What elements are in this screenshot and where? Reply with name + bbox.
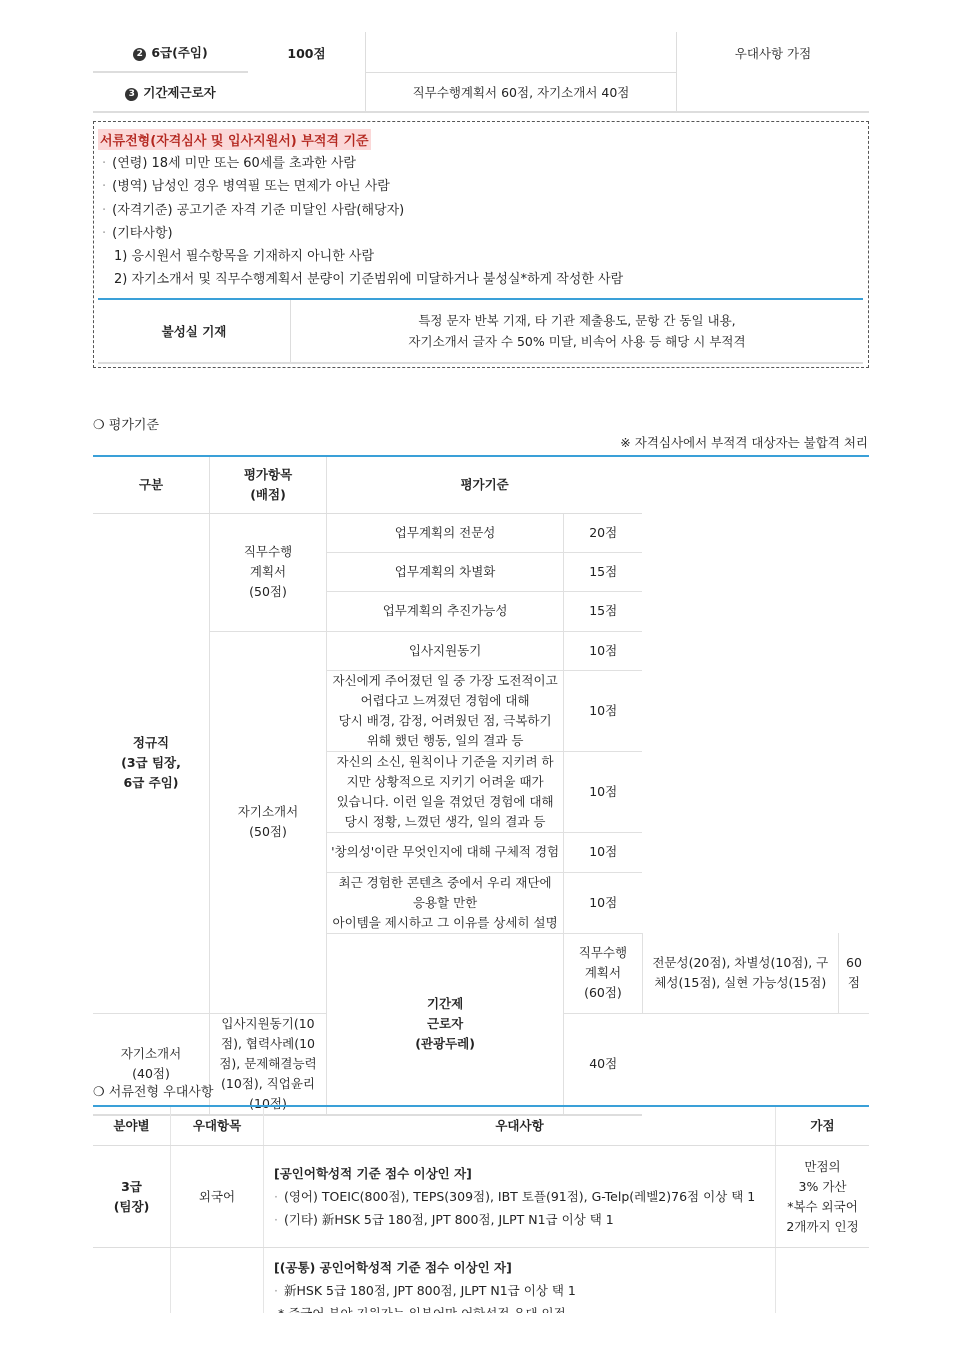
temp-cell: 3 기간제근로자 [93, 72, 248, 112]
table-cell: 10점 [564, 631, 643, 670]
eval-heading: ❍ 평가기준 [93, 418, 160, 433]
temp-intro: 자기소개서 (40점) [93, 1013, 210, 1115]
insincere-table [98, 298, 863, 364]
header-criteria: 평가기준 [327, 456, 643, 513]
eval-table [93, 455, 869, 1116]
list-item: · (기타사항) [102, 225, 173, 241]
table-cell: 업무계획의 추진가능성 [327, 591, 564, 631]
empty-cell [366, 32, 677, 72]
table-cell: 전문성(20점), 차별성(10점), 구체성(15점), 실현 가능성(15점) [642, 933, 838, 1013]
list-item: 1) 응시원서 필수항목을 기재하지 아니한 사람 [114, 249, 375, 265]
list-item: · (병역) 남성인 경우 병역필 또는 면제가 아닌 사람 [102, 179, 390, 195]
list-item: 2) 자기소개서 및 직무수행계획서 분량이 기준범위에 미달하거나 불성실*하게 작성한 사람 [114, 272, 624, 288]
table-cell: 40점 [564, 1013, 643, 1115]
table-cell: 업무계획의 전문성 [327, 513, 564, 552]
table-cell: 최근 경험한 콘텐츠 중에서 우리 재단에 응용할 만한 아이템을 제시하고 그 이유를 상세히 설명 [327, 872, 564, 933]
header-pref-detail: 우대사항 [264, 1106, 776, 1146]
table-cell: '창의성'이란 무엇인지에 대해 구체적 경험 [327, 832, 564, 872]
rank6-cell: 2 6급(주임) [93, 32, 248, 72]
table-cell: 15점 [564, 552, 643, 591]
number-badge-icon: 2 [133, 48, 146, 61]
insincere-desc: 특정 문자 반복 기재, 타 기관 제출용도, 문항 간 동일 내용, 자기소개서 글자 수 50% 미달, 비속어 사용 등 해당 시 부적격 [291, 299, 864, 363]
table-cell: 20점 [564, 513, 643, 552]
pref-bonus-cell: 만점의 3% 가산 *복수 외국어 2개까지 인정 [776, 1146, 870, 1248]
insincere-label: 불성실 기재 [98, 299, 291, 363]
table-cell: 15점 [564, 591, 643, 631]
list-item: · (자격기준) 공고기준 자격 기준 미달인 사람(해당자) [102, 202, 405, 218]
pref-item-cell: 외국어 [171, 1146, 264, 1248]
score-cell: 100점 [248, 32, 366, 112]
table-cell: 10점 [564, 670, 643, 751]
pref-detail-cell: [공인어학성적 기준 점수 이상인 자] · (영어) TOEIC(800점), TEPS(309점), IBT 토플(91점), G-Telp(레벨2)76점 이상 택 1 · (기타) 新HSK 5급 180점, JPT 800점, JLPT N1급 이상 택 1 [264, 1146, 776, 1248]
pref-heading: ❍ 서류전형 우대사항 [93, 1085, 214, 1100]
eval-note: ※ 자격심사에서 부적격 대상자는 불합격 처리 [620, 435, 868, 450]
regular-category: 정규직 (3급 팀장, 6급 주임) [93, 513, 210, 1013]
pref-detail-cell: [(공통) 공인어학성적 기준 점수 이상인 자] · 新HSK 5급 180점, JPT 800점, JLPT N1급 이상 택 1 [264, 1248, 776, 1328]
disqualification-list [102, 152, 623, 292]
table-cell: 10점 [564, 751, 643, 832]
regular-intro: 자기소개서 (50점) [210, 631, 327, 1013]
pref-table [93, 1105, 869, 1328]
table-cell: 업무계획의 차별화 [327, 552, 564, 591]
top-table [93, 32, 869, 113]
header-category: 구분 [93, 456, 210, 513]
table-cell: 자신에게 주어졌던 일 중 가장 도전적이고 어렵다고 느껴졌던 경험에 대해 당시 배경, 감정, 어려웠던 점, 극복하기 위해 했던 행동, 일의 결과 등 [327, 670, 564, 751]
table-cell: 10점 [564, 832, 643, 872]
header-field: 분야별 [93, 1106, 171, 1146]
temp-plan: 직무수행 계획서 (60점) [564, 933, 643, 1013]
number-badge-icon: 3 [125, 88, 138, 101]
pref-cell: 우대사항 가점 [677, 32, 870, 112]
pref-field-cell: 3급 (팀장) [93, 1146, 171, 1248]
table-cell: 입사지원동기 [327, 631, 564, 670]
table-cell: 10점 [564, 872, 643, 933]
table-cell: 입사지원동기(10점), 협력사례(10점), 문제해결능력(10점), 직업윤리(10점) [210, 1013, 327, 1115]
regular-plan: 직무수행 계획서 (50점) [210, 513, 327, 631]
temp-category: 기간제 근로자 (관광두레) [327, 933, 564, 1115]
temp-docs-cell: 직무수행계획서 60점, 자기소개서 40점 [366, 72, 677, 112]
list-item: · (연령) 18세 미만 또는 60세를 초과한 사람 [102, 156, 356, 171]
page-bottom-margin [0, 1313, 960, 1358]
table-cell: 자신의 소신, 원칙이나 기준을 지키려 하지만 상황적으로 지키기 어려울 때가 있습니다. 이런 일을 겪었던 경험에 대해 당시 정황, 느꼈던 생각, 일의 결과 등 [327, 751, 564, 832]
table-cell: 60점 [838, 933, 869, 1013]
header-item: 평가항목 (배점) [210, 456, 327, 513]
header-bonus: 가점 [776, 1106, 870, 1146]
disqualification-title: 서류전형(자격심사 및 입사지원서) 부적격 기준 [98, 129, 371, 150]
header-pref-item: 우대항목 [171, 1106, 264, 1146]
disqualification-box [93, 121, 869, 368]
